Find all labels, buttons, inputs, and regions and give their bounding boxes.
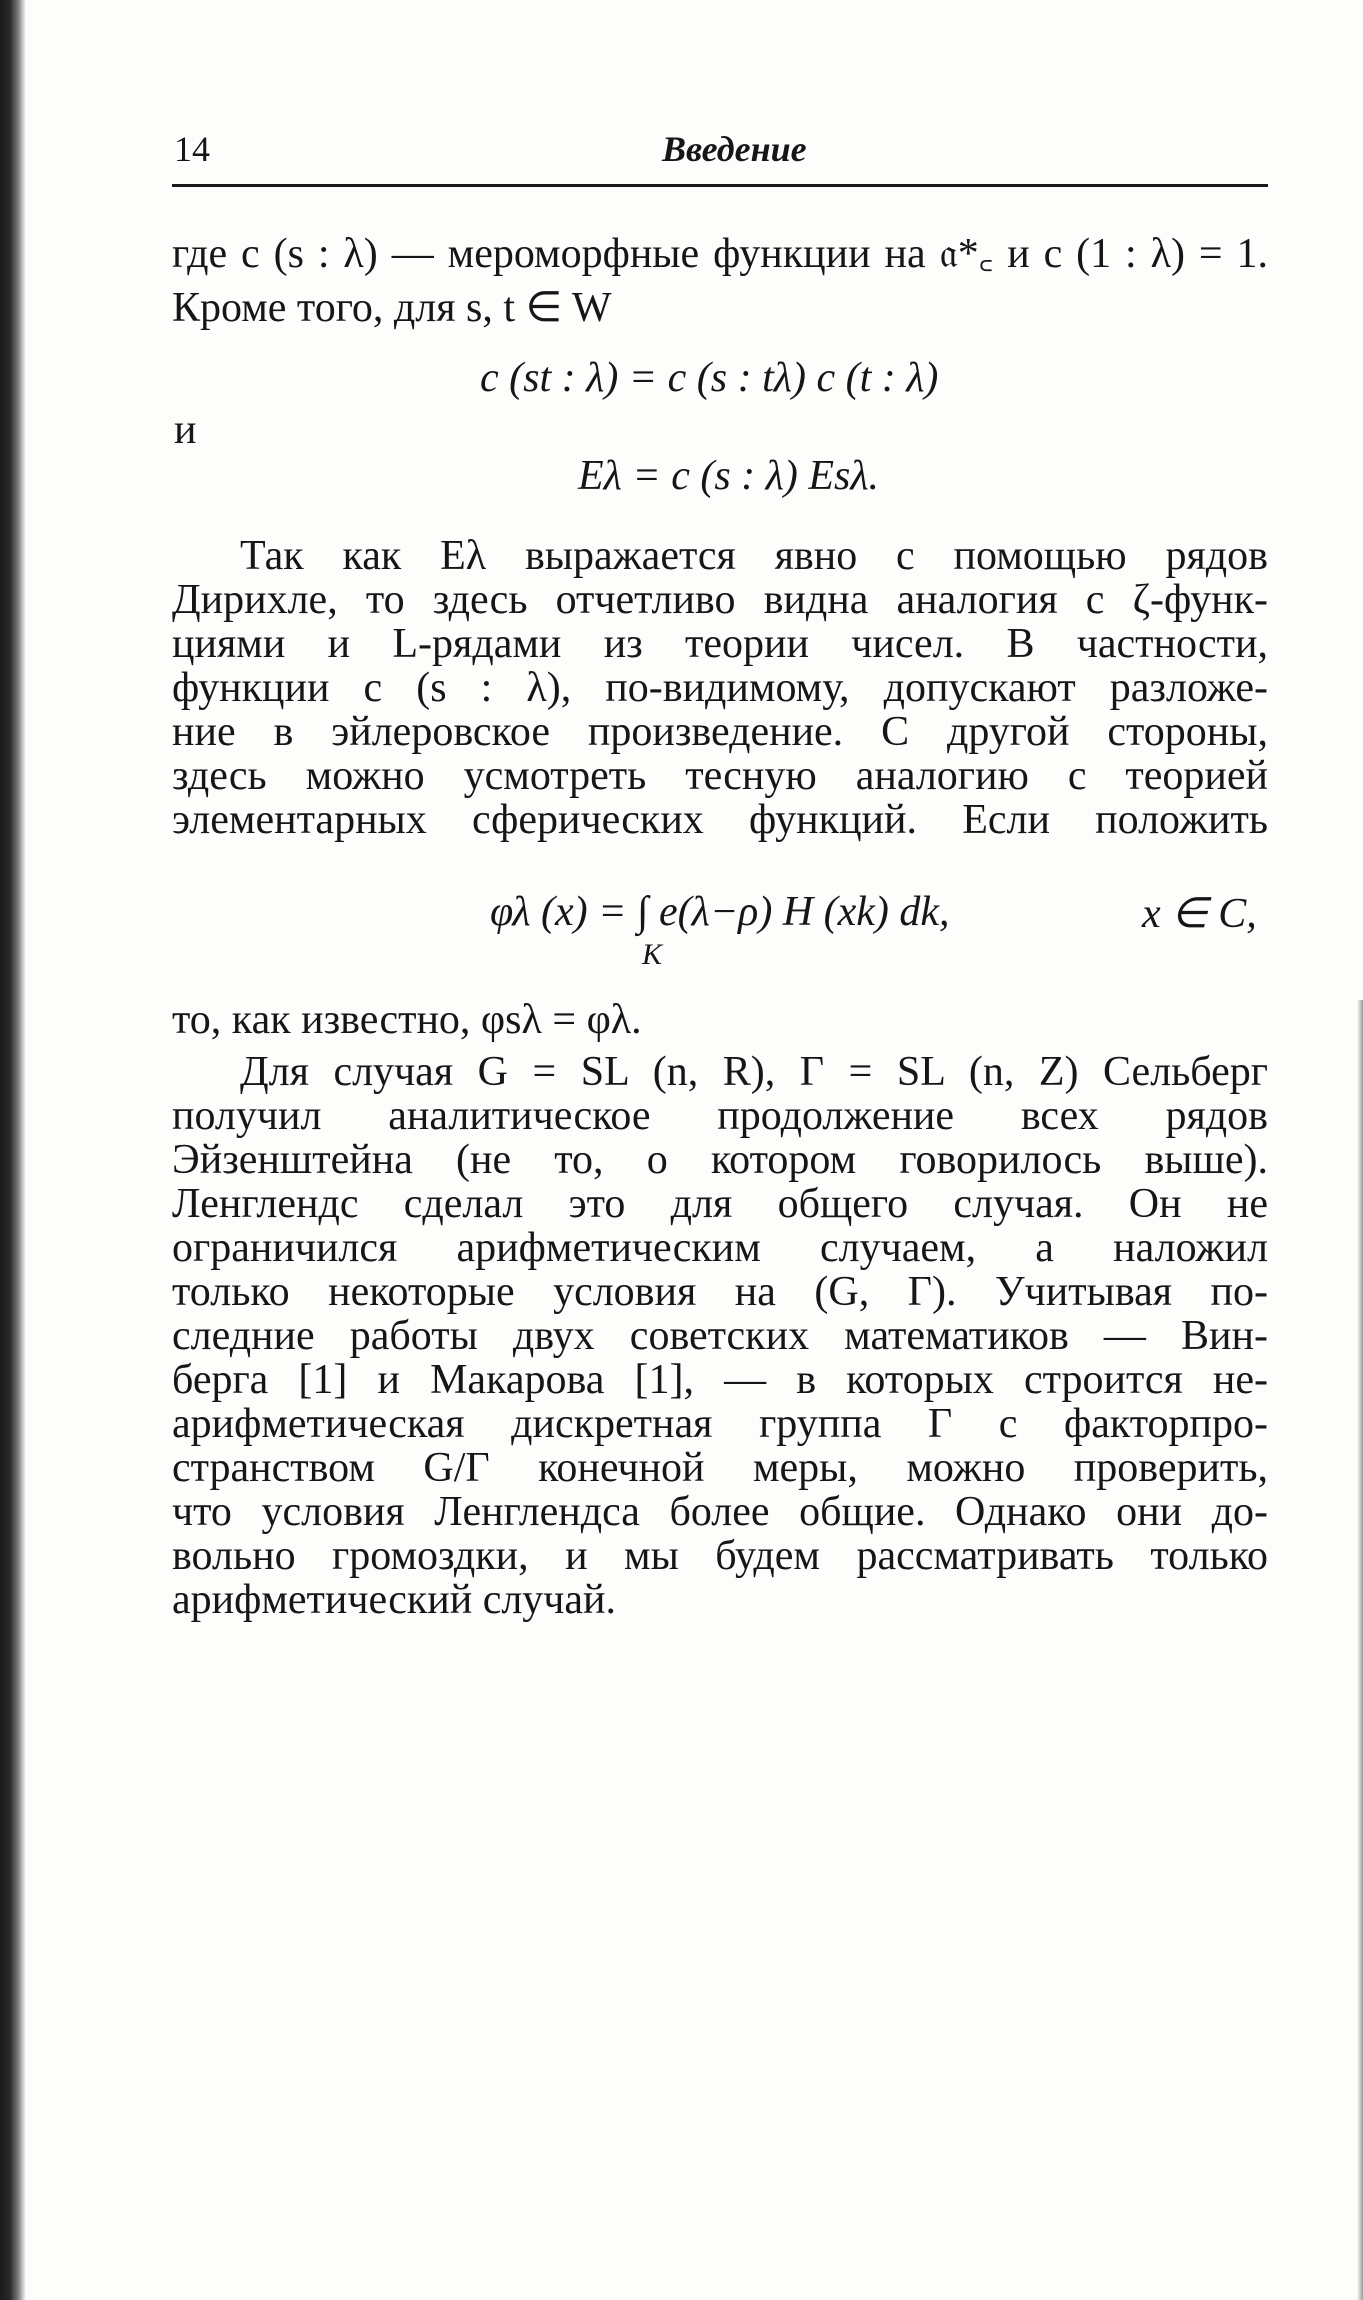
text-line: то, как известно, φsλ = φλ.	[172, 997, 642, 1043]
formula-spherical-function: φλ (x) = ∫ e(λ−ρ) H (xk) dk,	[490, 889, 950, 935]
text-line: следние работы двух советских математиков — Вин-	[172, 1313, 1268, 1359]
text-line: странством G/Γ конечной меры, можно проверить,	[172, 1445, 1268, 1491]
text-line: что условия Ленглендса более общие. Однако они до-	[172, 1489, 1268, 1535]
running-head	[172, 128, 1268, 172]
text-line: берга [1] и Макарова [1], — в которых строится не-	[172, 1357, 1268, 1403]
text-line: только некоторые условия на (G, Γ). Учитывая по-	[172, 1269, 1268, 1315]
conjunction: и	[174, 407, 197, 453]
text-line: Дирихле, то здесь отчетливо видна аналогия с ζ-функ-	[172, 577, 1268, 623]
text-line: здесь можно усмотреть тесную аналогию с теорией	[172, 753, 1268, 799]
text-line: вольно громоздки, и мы будем рассматривать только	[172, 1533, 1268, 1579]
page-edge-shadow	[1357, 1000, 1363, 2300]
text-line: Ленглендс сделал это для общего случая. Он не	[172, 1181, 1268, 1227]
text-line: функции c (s : λ), по-видимому, допускают разложе-	[172, 665, 1268, 711]
page-number: 14	[174, 129, 210, 169]
section-title: Введение	[662, 129, 807, 169]
text-line: Для случая G = SL (n, R), Γ = SL (n, Z) Сельберг	[240, 1049, 1268, 1095]
text-line: арифметическая дискретная группа Γ с факторпро-	[172, 1401, 1268, 1447]
binding-shadow	[0, 0, 26, 2300]
text-line: получил аналитическое продолжение всех рядов	[172, 1093, 1268, 1139]
header-rule	[172, 184, 1268, 187]
text-line: Эйзенштейна (не то, о котором говорилось выше).	[172, 1137, 1268, 1183]
text-line: элементарных сферических функций. Если положить	[172, 797, 1268, 843]
formula-eisenstein-relation: Eλ = c (s : λ) Esλ.	[578, 453, 880, 499]
text-line: ограничился арифметическим случаем, а наложил	[172, 1225, 1268, 1271]
formula-c-cocycle: c (st : λ) = c (s : tλ) c (t : λ)	[480, 355, 939, 401]
text-line: ние в эйлеровское произведение. С другой стороны,	[172, 709, 1268, 755]
text-line: циями и L-рядами из теории чисел. В частности,	[172, 621, 1268, 667]
formula-domain: x ∈ C,	[1142, 891, 1257, 937]
text-line: где c (s : λ) — мероморфные функции на 𝔞*꜀ и c (1 : λ) = 1.	[172, 231, 1268, 277]
integral-lower-limit: K	[642, 938, 663, 971]
text-line: арифметический случай.	[172, 1577, 617, 1623]
text-line: Кроме того, для s, t ∈ W	[172, 285, 612, 331]
text-line: Так как Eλ выражается явно с помощью рядов	[240, 533, 1268, 579]
